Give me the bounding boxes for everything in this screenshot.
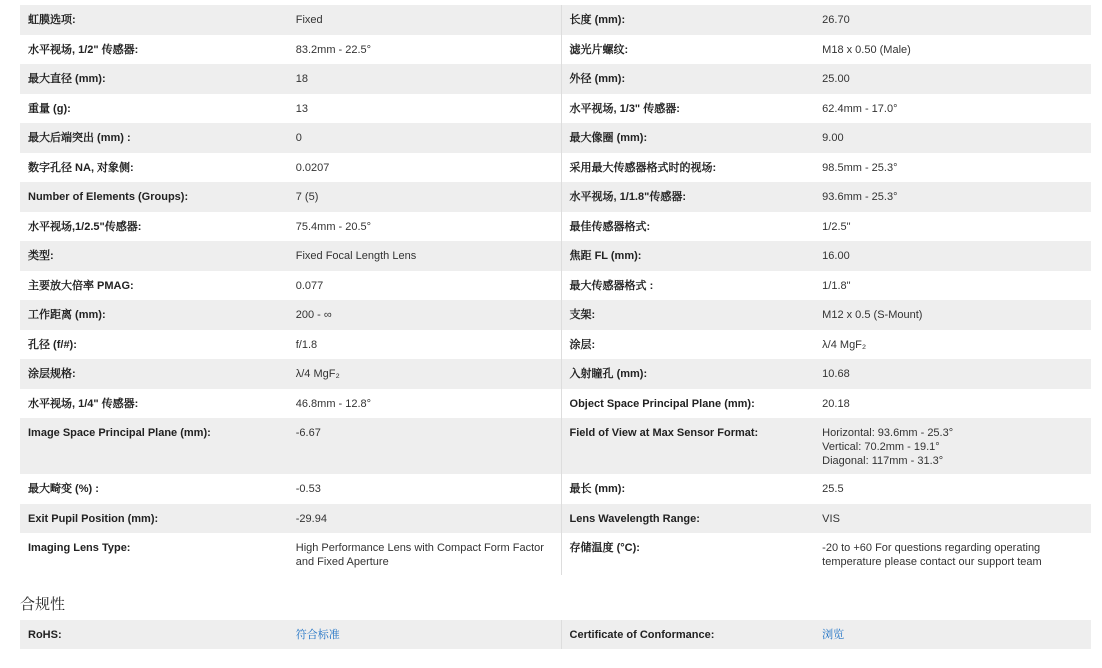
spec-label bbox=[20, 94, 288, 124]
spec-label-text: 最大畸变 (%) : bbox=[28, 483, 99, 495]
spec-row bbox=[20, 212, 1091, 242]
spec-row bbox=[20, 94, 1091, 124]
spec-label bbox=[20, 418, 288, 474]
spec-value bbox=[288, 474, 561, 504]
spec-row bbox=[20, 182, 1091, 212]
spec-label-text: 涂层规格: bbox=[28, 368, 76, 380]
spec-value bbox=[814, 533, 1091, 575]
spec-label bbox=[561, 153, 814, 183]
spec-label bbox=[561, 330, 814, 360]
rohs-link[interactable]: 符合标准 bbox=[295, 629, 340, 641]
spec-row bbox=[20, 35, 1091, 65]
spec-row bbox=[20, 330, 1091, 360]
spec-label-text: 最大传感器格式 : bbox=[569, 279, 654, 292]
spec-label-text: 重量 (g): bbox=[28, 102, 71, 115]
spec-label bbox=[20, 5, 288, 35]
spec-label-text: 入射瞳孔 (mm): bbox=[569, 368, 648, 380]
coc-value bbox=[814, 620, 1091, 649]
spec-label-text: 最大直径 (mm): bbox=[28, 73, 106, 85]
spec-row bbox=[20, 474, 1091, 504]
spec-value bbox=[288, 533, 561, 575]
spec-label-text: 最佳传感器格式: bbox=[569, 220, 651, 233]
spec-value bbox=[288, 241, 561, 271]
spec-value-text: λ/4 MgF₂ bbox=[822, 338, 867, 351]
spec-label-text: 支架: bbox=[569, 309, 596, 321]
spec-label-text: 水平视场, 1/1.8"传感器: bbox=[569, 191, 686, 203]
spec-label-text: Field of View at Max Sensor Format: bbox=[569, 427, 759, 439]
spec-label bbox=[20, 359, 288, 389]
spec-value bbox=[814, 64, 1091, 94]
specifications-table bbox=[20, 5, 1091, 575]
spec-value-text: 1/2.5" bbox=[822, 220, 851, 233]
spec-label-text: 虹膜选项: bbox=[28, 14, 76, 26]
spec-label bbox=[561, 271, 814, 301]
spec-value-text: 75.4mm - 20.5° bbox=[295, 220, 372, 233]
spec-label bbox=[20, 504, 288, 534]
spec-value-text: 10.68 bbox=[822, 368, 850, 380]
spec-value bbox=[814, 359, 1091, 389]
spec-row bbox=[20, 359, 1091, 389]
spec-label-text: 水平视场, 1/3" 传感器: bbox=[569, 102, 680, 115]
spec-value bbox=[288, 123, 561, 153]
spec-label-text: Imaging Lens Type: bbox=[28, 542, 131, 554]
spec-value-text: 200 - ∞ bbox=[295, 309, 332, 321]
spec-value bbox=[814, 389, 1091, 419]
spec-value bbox=[288, 330, 561, 360]
spec-label-text: 类型: bbox=[28, 250, 54, 262]
spec-container bbox=[20, 5, 1091, 649]
spec-value bbox=[814, 271, 1091, 301]
spec-value-text: -6.67 bbox=[295, 427, 321, 439]
spec-value-text: Fixed bbox=[295, 14, 323, 26]
spec-label bbox=[561, 212, 814, 242]
spec-label-text: Image Space Principal Plane (mm): bbox=[28, 427, 211, 439]
spec-value-text: 9.00 bbox=[822, 132, 844, 144]
spec-value bbox=[814, 300, 1091, 330]
spec-label bbox=[20, 271, 288, 301]
spec-label-text: 存储温度 (°C): bbox=[569, 542, 640, 554]
spec-row bbox=[20, 241, 1091, 271]
compliance-title: 合规性 bbox=[20, 596, 66, 613]
spec-label-text: 孔径 (f/#): bbox=[28, 338, 77, 351]
spec-value bbox=[288, 389, 561, 419]
spec-label bbox=[561, 389, 814, 419]
spec-value bbox=[288, 212, 561, 242]
coc-label: Certificate of Conformance: bbox=[561, 620, 814, 649]
spec-value-text: 0.0207 bbox=[295, 161, 330, 174]
spec-label bbox=[20, 123, 288, 153]
spec-value-text: 1/1.8" bbox=[822, 279, 851, 292]
spec-row bbox=[20, 153, 1091, 183]
spec-label-text: 工作距离 (mm): bbox=[28, 309, 106, 321]
spec-value-text: Fixed Focal Length Lens bbox=[295, 250, 417, 262]
spec-label bbox=[561, 533, 814, 575]
rohs-label: RoHS: bbox=[20, 620, 288, 649]
spec-value bbox=[288, 359, 561, 389]
spec-value-text: 25.5 bbox=[822, 483, 844, 495]
spec-label-text: 数字孔径 NA, 对象侧: bbox=[28, 161, 134, 174]
spec-label-text: Number of Elements (Groups): bbox=[28, 191, 189, 203]
compliance-row bbox=[20, 620, 1091, 649]
spec-label-text: 水平视场,1/2.5"传感器: bbox=[28, 220, 142, 233]
spec-label bbox=[20, 182, 288, 212]
spec-label bbox=[561, 94, 814, 124]
spec-label bbox=[561, 123, 814, 153]
spec-value-text: 7 (5) bbox=[295, 191, 319, 203]
spec-value-text: M18 x 0.50 (Male) bbox=[822, 43, 911, 56]
spec-label-text: 水平视场, 1/4" 传感器: bbox=[28, 397, 139, 410]
spec-value-text: 0.077 bbox=[295, 279, 324, 292]
spec-value-text: 20.18 bbox=[822, 397, 850, 410]
rohs-value bbox=[288, 620, 561, 649]
spec-label-text: Exit Pupil Position (mm): bbox=[28, 512, 159, 525]
spec-value-text: 83.2mm - 22.5° bbox=[295, 43, 372, 56]
spec-label bbox=[561, 5, 814, 35]
spec-value bbox=[288, 64, 561, 94]
spec-label bbox=[20, 64, 288, 94]
spec-row bbox=[20, 504, 1091, 534]
spec-value-text: -0.53 bbox=[295, 483, 321, 495]
spec-value bbox=[288, 35, 561, 65]
spec-value-text: λ/4 MgF₂ bbox=[295, 368, 340, 380]
spec-value bbox=[288, 94, 561, 124]
spec-label bbox=[561, 474, 814, 504]
spec-value bbox=[288, 300, 561, 330]
spec-value bbox=[814, 94, 1091, 124]
spec-value-text: M12 x 0.5 (S-Mount) bbox=[822, 309, 923, 321]
spec-label bbox=[20, 389, 288, 419]
spec-value-text: Horizontal: 93.6mm - 25.3° Vertical: 70.2mm - 19.1° Diagonal: 117mm - 31.3° bbox=[822, 427, 954, 467]
spec-value bbox=[288, 5, 561, 35]
spec-value bbox=[814, 153, 1091, 183]
coc-link[interactable]: 浏览 bbox=[822, 629, 845, 641]
spec-row bbox=[20, 64, 1091, 94]
spec-value-text: 93.6mm - 25.3° bbox=[822, 191, 898, 203]
spec-label bbox=[20, 153, 288, 183]
spec-row bbox=[20, 300, 1091, 330]
spec-value bbox=[814, 241, 1091, 271]
spec-label bbox=[561, 64, 814, 94]
spec-value-text: 46.8mm - 12.8° bbox=[295, 397, 372, 410]
spec-row bbox=[20, 533, 1091, 575]
spec-label bbox=[20, 212, 288, 242]
spec-label bbox=[561, 300, 814, 330]
spec-label-text: 涂层: bbox=[569, 338, 596, 351]
spec-value-text: 18 bbox=[295, 73, 308, 85]
spec-value bbox=[814, 123, 1091, 153]
spec-label bbox=[561, 418, 814, 474]
spec-label-text: 焦距 FL (mm): bbox=[569, 250, 642, 262]
spec-label bbox=[561, 359, 814, 389]
spec-label-text: 最大像圈 (mm): bbox=[569, 132, 648, 144]
spec-label bbox=[20, 35, 288, 65]
spec-value-text: 62.4mm - 17.0° bbox=[822, 102, 898, 115]
spec-label-text: Object Space Principal Plane (mm): bbox=[569, 397, 755, 410]
spec-label-text: 长度 (mm): bbox=[569, 14, 626, 26]
compliance-table bbox=[20, 620, 1091, 649]
spec-row bbox=[20, 271, 1091, 301]
spec-label bbox=[561, 241, 814, 271]
spec-value bbox=[814, 504, 1091, 534]
spec-label-text: 最长 (mm): bbox=[569, 483, 626, 495]
spec-label-text: 主要放大倍率 PMAG: bbox=[28, 279, 134, 292]
spec-row bbox=[20, 418, 1091, 474]
spec-value-text: VIS bbox=[822, 512, 840, 525]
spec-value-text: -20 to +60 For questions regarding operating temperature please contact our support team bbox=[822, 542, 1042, 568]
spec-label bbox=[20, 300, 288, 330]
spec-value bbox=[814, 182, 1091, 212]
spec-label bbox=[561, 182, 814, 212]
spec-label bbox=[20, 330, 288, 360]
spec-value bbox=[288, 182, 561, 212]
spec-label bbox=[20, 474, 288, 504]
spec-value bbox=[288, 271, 561, 301]
spec-row bbox=[20, 5, 1091, 35]
spec-value-text: 0 bbox=[295, 132, 302, 144]
spec-value-text: High Performance Lens with Compact Form Factor and Fixed Aperture bbox=[295, 542, 544, 568]
spec-value bbox=[814, 474, 1091, 504]
spec-value-text: 98.5mm - 25.3° bbox=[822, 161, 898, 174]
spec-label bbox=[561, 504, 814, 534]
spec-value bbox=[814, 212, 1091, 242]
spec-value bbox=[814, 330, 1091, 360]
spec-label-text: 外径 (mm): bbox=[569, 73, 626, 85]
spec-value bbox=[288, 418, 561, 474]
spec-value bbox=[814, 35, 1091, 65]
spec-value-text: f/1.8 bbox=[295, 338, 318, 351]
spec-label bbox=[20, 533, 288, 575]
spec-value bbox=[288, 153, 561, 183]
spec-value-text: 26.70 bbox=[822, 14, 850, 26]
spec-value bbox=[288, 504, 561, 534]
spec-value bbox=[814, 418, 1091, 474]
spec-value-text: 13 bbox=[295, 102, 308, 115]
spec-value-text: 16.00 bbox=[822, 250, 850, 262]
spec-value-text: 25.00 bbox=[822, 73, 850, 85]
spec-row bbox=[20, 389, 1091, 419]
spec-label bbox=[561, 35, 814, 65]
spec-value-text: -29.94 bbox=[295, 512, 327, 525]
spec-label bbox=[20, 241, 288, 271]
spec-label-text: 滤光片螺纹: bbox=[569, 43, 629, 56]
spec-row bbox=[20, 123, 1091, 153]
spec-label-text: 水平视场, 1/2" 传感器: bbox=[28, 43, 139, 56]
spec-label-text: 最大后端突出 (mm) : bbox=[28, 132, 131, 144]
spec-label-text: Lens Wavelength Range: bbox=[569, 512, 700, 525]
spec-label-text: 采用最大传感器格式时的视场: bbox=[569, 161, 717, 174]
spec-value bbox=[814, 5, 1091, 35]
